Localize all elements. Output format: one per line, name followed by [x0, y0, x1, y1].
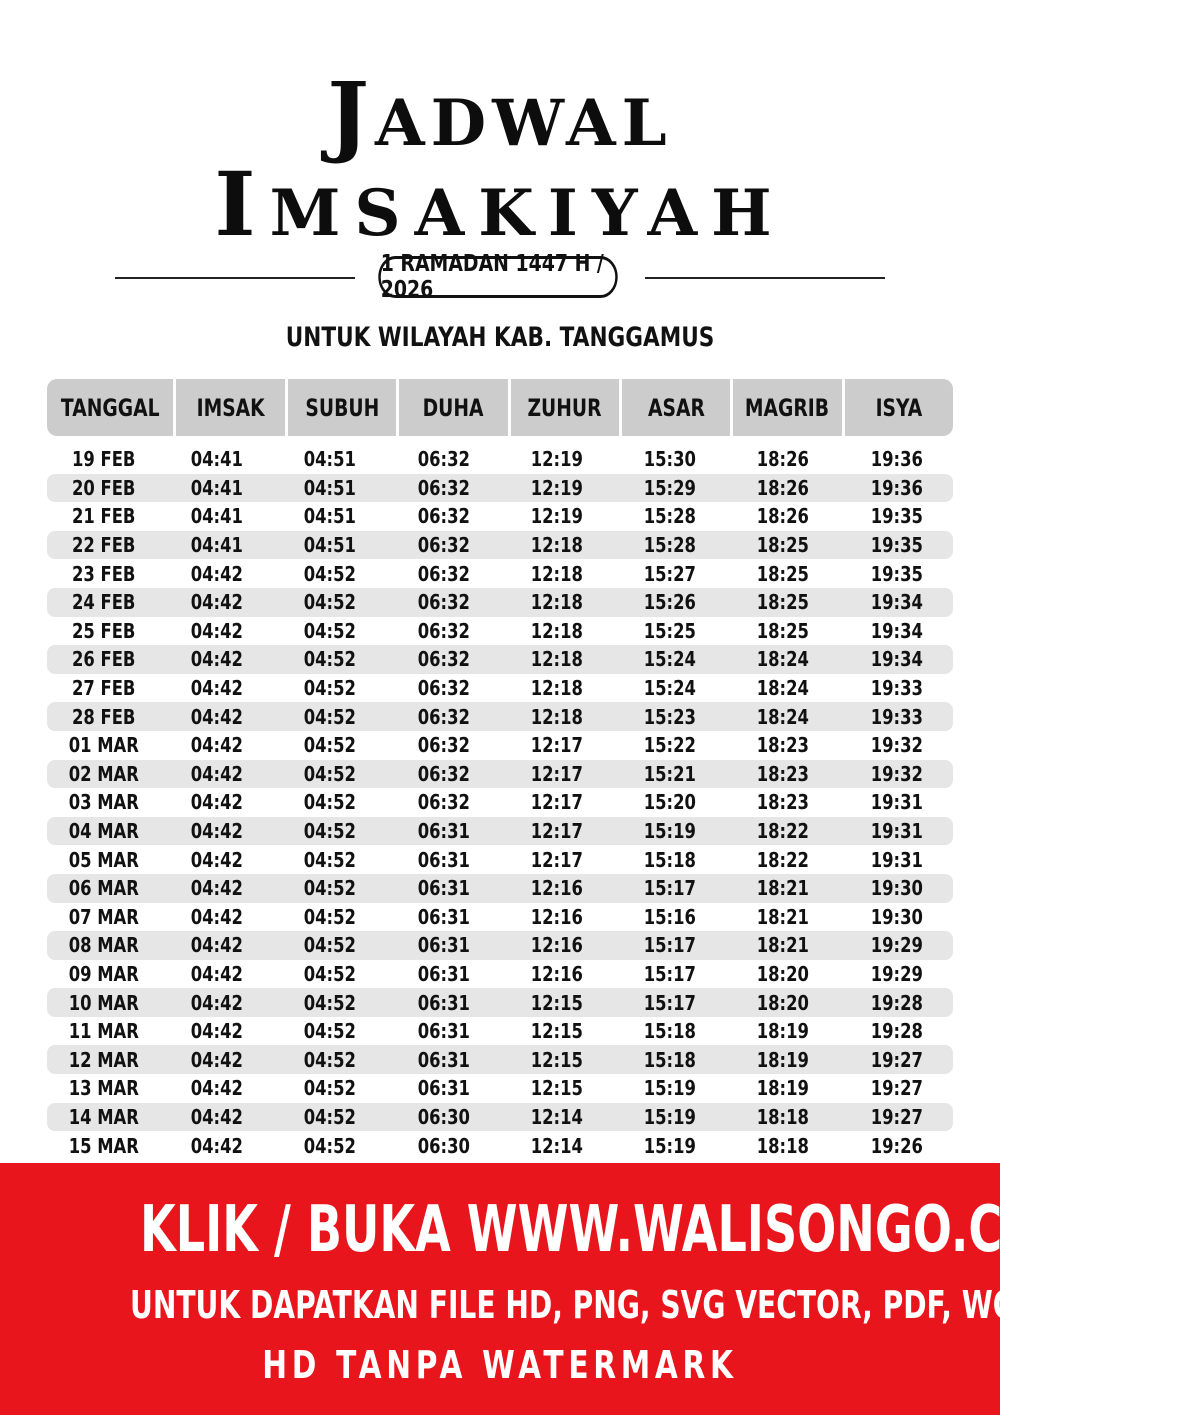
- cell-isya: 19:35: [870, 561, 923, 586]
- table-row: [47, 874, 953, 903]
- cell-isya: 19:36: [870, 447, 923, 472]
- cell-asar: 15:20: [643, 790, 696, 815]
- cell-magrib: 18:21: [757, 933, 810, 958]
- cell-asar: 15:24: [643, 676, 696, 701]
- cell-subuh: 04:52: [304, 1104, 357, 1129]
- column-header-tanggal: TANGGAL: [47, 379, 173, 436]
- cell-tanggal: 12 MAR: [68, 1047, 139, 1072]
- cell-zuhur: 12:17: [530, 847, 583, 872]
- cell-tanggal: 20 FEB: [71, 475, 136, 500]
- cell-subuh: 04:52: [304, 790, 357, 815]
- cell-isya: 19:36: [870, 475, 923, 500]
- cell-imsak: 04:42: [190, 876, 243, 901]
- cell-zuhur: 12:18: [530, 618, 583, 643]
- cell-zuhur: 12:14: [530, 1133, 583, 1158]
- cell-subuh: 04:52: [304, 676, 357, 701]
- cell-tanggal: 01 MAR: [68, 733, 139, 758]
- promo-banner: [0, 1163, 1180, 1415]
- cell-zuhur: 12:15: [530, 1076, 583, 1101]
- table-row: [47, 559, 953, 588]
- cell-magrib: 18:23: [757, 790, 810, 815]
- cell-asar: 15:30: [643, 447, 696, 472]
- cell-duha: 06:32: [417, 704, 470, 729]
- cell-zuhur: 12:17: [530, 790, 583, 815]
- cell-magrib: 18:25: [757, 533, 810, 558]
- table-row: [47, 1131, 953, 1160]
- cell-imsak: 04:42: [190, 847, 243, 872]
- cell-asar: 15:22: [643, 733, 696, 758]
- cell-magrib: 18:18: [757, 1104, 810, 1129]
- cell-tanggal: 23 FEB: [71, 561, 136, 586]
- cell-duha: 06:30: [417, 1104, 470, 1129]
- cell-magrib: 18:24: [757, 647, 810, 672]
- cell-zuhur: 12:17: [530, 761, 583, 786]
- cell-isya: 19:31: [870, 790, 923, 815]
- table-row: [47, 702, 953, 731]
- cell-asar: 15:17: [643, 876, 696, 901]
- cell-zuhur: 12:15: [530, 990, 583, 1015]
- table-header: [47, 379, 953, 436]
- cell-zuhur: 12:18: [530, 561, 583, 586]
- cell-zuhur: 12:19: [530, 475, 583, 500]
- cell-asar: 15:19: [643, 1133, 696, 1158]
- cell-zuhur: 12:16: [530, 961, 583, 986]
- cell-isya: 19:33: [870, 704, 923, 729]
- cell-tanggal: 06 MAR: [68, 876, 139, 901]
- ramadan-badge: 1 RAMADAN 1447 H / 2026: [378, 256, 617, 298]
- cell-magrib: 18:19: [757, 1019, 810, 1044]
- cell-imsak: 04:42: [190, 1076, 243, 1101]
- cell-subuh: 04:52: [304, 876, 357, 901]
- cell-imsak: 04:42: [190, 1104, 243, 1129]
- cell-imsak: 04:42: [190, 819, 243, 844]
- cell-subuh: 04:52: [304, 647, 357, 672]
- cell-subuh: 04:51: [304, 475, 357, 500]
- cell-duha: 06:32: [417, 790, 470, 815]
- cell-duha: 06:32: [417, 561, 470, 586]
- banner-link-text[interactable]: KLIK / BUKA WWW.WALISONGO.CO.ID: [140, 1193, 1114, 1267]
- cell-magrib: 18:26: [757, 447, 810, 472]
- table-row: [47, 531, 953, 560]
- cell-zuhur: 12:15: [530, 1019, 583, 1044]
- cell-imsak: 04:42: [190, 561, 243, 586]
- cell-isya: 19:32: [870, 761, 923, 786]
- cell-duha: 06:31: [417, 819, 470, 844]
- table-row: [47, 960, 953, 989]
- table-row: [47, 1017, 953, 1046]
- cell-zuhur: 12:16: [530, 876, 583, 901]
- divider-right: [645, 277, 885, 279]
- table-row: [47, 502, 953, 531]
- cell-isya: 19:34: [870, 618, 923, 643]
- cell-magrib: 18:24: [757, 676, 810, 701]
- cell-duha: 06:32: [417, 647, 470, 672]
- cell-asar: 15:18: [643, 847, 696, 872]
- cell-zuhur: 12:18: [530, 676, 583, 701]
- cell-isya: 19:33: [870, 676, 923, 701]
- cell-isya: 19:32: [870, 733, 923, 758]
- cell-asar: 15:17: [643, 933, 696, 958]
- title-jadwal: JADWAL: [327, 62, 673, 166]
- cell-duha: 06:32: [417, 676, 470, 701]
- cell-imsak: 04:42: [190, 647, 243, 672]
- cell-isya: 19:29: [870, 933, 923, 958]
- cell-isya: 19:34: [870, 590, 923, 615]
- cell-magrib: 18:24: [757, 704, 810, 729]
- cell-duha: 06:31: [417, 990, 470, 1015]
- column-header-duha: DUHA: [399, 379, 507, 436]
- cell-imsak: 04:42: [190, 590, 243, 615]
- cell-tanggal: 15 MAR: [68, 1133, 139, 1158]
- cell-tanggal: 27 FEB: [71, 676, 136, 701]
- table-row: [47, 617, 953, 646]
- table-row: [47, 645, 953, 674]
- cell-imsak: 04:42: [190, 790, 243, 815]
- cell-subuh: 04:52: [304, 1047, 357, 1072]
- cell-zuhur: 12:15: [530, 1047, 583, 1072]
- banner-formats-text: UNTUK DAPATKAN FILE HD, PNG, SVG VECTOR, PDF, WORD, EXCEL: [130, 1283, 1180, 1327]
- column-header-isya: ISYA: [845, 379, 953, 436]
- cell-duha: 06:32: [417, 504, 470, 529]
- table-row: [47, 588, 953, 617]
- cell-isya: 19:35: [870, 533, 923, 558]
- cell-isya: 19:30: [870, 904, 923, 929]
- cell-isya: 19:31: [870, 847, 923, 872]
- cell-duha: 06:30: [417, 1133, 470, 1158]
- cell-zuhur: 12:18: [530, 704, 583, 729]
- region-subtitle: UNTUK WILAYAH KAB. TANGGAMUS: [285, 322, 715, 353]
- cell-imsak: 04:42: [190, 676, 243, 701]
- cell-isya: 19:31: [870, 819, 923, 844]
- cell-isya: 19:27: [870, 1047, 923, 1072]
- cell-magrib: 18:19: [757, 1076, 810, 1101]
- cell-imsak: 04:42: [190, 733, 243, 758]
- cell-subuh: 04:52: [304, 819, 357, 844]
- cell-magrib: 18:25: [757, 561, 810, 586]
- cell-duha: 06:32: [417, 475, 470, 500]
- cell-magrib: 18:20: [757, 961, 810, 986]
- cell-subuh: 04:52: [304, 1019, 357, 1044]
- cell-isya: 19:30: [870, 876, 923, 901]
- table-row: [47, 445, 953, 474]
- cell-duha: 06:31: [417, 876, 470, 901]
- cell-subuh: 04:52: [304, 704, 357, 729]
- table-row: [47, 988, 953, 1017]
- cell-tanggal: 13 MAR: [68, 1076, 139, 1101]
- cell-duha: 06:32: [417, 733, 470, 758]
- cell-duha: 06:32: [417, 761, 470, 786]
- cell-tanggal: 05 MAR: [68, 847, 139, 872]
- cell-isya: 19:29: [870, 961, 923, 986]
- cell-magrib: 18:20: [757, 990, 810, 1015]
- table-row: [47, 903, 953, 932]
- cell-imsak: 04:42: [190, 1133, 243, 1158]
- cell-tanggal: 10 MAR: [68, 990, 139, 1015]
- cell-duha: 06:32: [417, 618, 470, 643]
- cell-subuh: 04:52: [304, 847, 357, 872]
- cell-asar: 15:28: [643, 533, 696, 558]
- cell-tanggal: 04 MAR: [68, 819, 139, 844]
- cell-imsak: 04:42: [190, 618, 243, 643]
- cell-magrib: 18:23: [757, 761, 810, 786]
- cell-subuh: 04:52: [304, 761, 357, 786]
- cell-duha: 06:32: [417, 533, 470, 558]
- table-row: [47, 788, 953, 817]
- cell-asar: 15:23: [643, 704, 696, 729]
- cell-magrib: 18:21: [757, 904, 810, 929]
- table-row: [47, 474, 953, 503]
- cell-asar: 15:28: [643, 504, 696, 529]
- cell-isya: 19:27: [870, 1076, 923, 1101]
- cell-magrib: 18:23: [757, 733, 810, 758]
- cell-imsak: 04:42: [190, 904, 243, 929]
- cell-subuh: 04:52: [304, 733, 357, 758]
- cell-duha: 06:32: [417, 447, 470, 472]
- cell-asar: 15:18: [643, 1047, 696, 1072]
- cell-tanggal: 24 FEB: [71, 590, 136, 615]
- cell-subuh: 04:52: [304, 561, 357, 586]
- cell-imsak: 04:42: [190, 933, 243, 958]
- cell-duha: 06:31: [417, 1076, 470, 1101]
- column-header-asar: ASAR: [622, 379, 730, 436]
- table-row: [47, 817, 953, 846]
- table-row: [47, 1103, 953, 1132]
- cell-tanggal: 25 FEB: [71, 618, 136, 643]
- column-header-zuhur: ZUHUR: [511, 379, 619, 436]
- cell-imsak: 04:41: [190, 447, 243, 472]
- cell-subuh: 04:52: [304, 904, 357, 929]
- cell-zuhur: 12:18: [530, 647, 583, 672]
- cell-zuhur: 12:14: [530, 1104, 583, 1129]
- cell-duha: 06:31: [417, 904, 470, 929]
- table-row: [47, 1074, 953, 1103]
- cell-isya: 19:26: [870, 1133, 923, 1158]
- cell-duha: 06:31: [417, 1019, 470, 1044]
- cell-imsak: 04:42: [190, 1047, 243, 1072]
- cell-subuh: 04:52: [304, 961, 357, 986]
- cell-asar: 15:26: [643, 590, 696, 615]
- cell-duha: 06:31: [417, 933, 470, 958]
- cell-tanggal: 21 FEB: [71, 504, 136, 529]
- cell-subuh: 04:51: [304, 504, 357, 529]
- cell-tanggal: 28 FEB: [71, 704, 136, 729]
- cell-asar: 15:17: [643, 961, 696, 986]
- cell-zuhur: 12:16: [530, 933, 583, 958]
- cell-duha: 06:32: [417, 590, 470, 615]
- cell-tanggal: 14 MAR: [68, 1104, 139, 1129]
- table-row: [47, 674, 953, 703]
- cell-imsak: 04:41: [190, 533, 243, 558]
- cell-tanggal: 22 FEB: [71, 533, 136, 558]
- cell-asar: 15:24: [643, 647, 696, 672]
- banner-no-watermark-text: HD TANPA WATERMARK: [262, 1343, 738, 1387]
- cell-subuh: 04:51: [304, 533, 357, 558]
- cell-subuh: 04:52: [304, 1133, 357, 1158]
- column-header-subuh: SUBUH: [288, 379, 396, 436]
- cell-imsak: 04:42: [190, 961, 243, 986]
- cell-magrib: 18:25: [757, 618, 810, 643]
- cell-tanggal: 07 MAR: [68, 904, 139, 929]
- table-row: [47, 760, 953, 789]
- cell-imsak: 04:41: [190, 475, 243, 500]
- cell-asar: 15:16: [643, 904, 696, 929]
- cell-duha: 06:31: [417, 1047, 470, 1072]
- cell-imsak: 04:42: [190, 990, 243, 1015]
- cell-imsak: 04:42: [190, 1019, 243, 1044]
- cell-zuhur: 12:18: [530, 590, 583, 615]
- cell-zuhur: 12:19: [530, 447, 583, 472]
- cell-subuh: 04:52: [304, 618, 357, 643]
- cell-imsak: 04:42: [190, 704, 243, 729]
- cell-tanggal: 19 FEB: [71, 447, 136, 472]
- cell-imsak: 04:42: [190, 761, 243, 786]
- cell-magrib: 18:18: [757, 1133, 810, 1158]
- table-row: [47, 845, 953, 874]
- cell-subuh: 04:52: [304, 1076, 357, 1101]
- cell-asar: 15:29: [643, 475, 696, 500]
- cell-tanggal: 02 MAR: [68, 761, 139, 786]
- title-imsakiyah: IMSAKIYAH: [214, 152, 786, 256]
- column-header-magrib: MAGRIB: [733, 379, 841, 436]
- cell-subuh: 04:51: [304, 447, 357, 472]
- cell-zuhur: 12:16: [530, 904, 583, 929]
- table-row: [47, 731, 953, 760]
- cell-asar: 15:17: [643, 990, 696, 1015]
- cell-tanggal: 08 MAR: [68, 933, 139, 958]
- cell-magrib: 18:21: [757, 876, 810, 901]
- cell-subuh: 04:52: [304, 990, 357, 1015]
- cell-tanggal: 26 FEB: [71, 647, 136, 672]
- column-header-imsak: IMSAK: [176, 379, 284, 436]
- cell-isya: 19:35: [870, 504, 923, 529]
- cell-asar: 15:18: [643, 1019, 696, 1044]
- cell-magrib: 18:19: [757, 1047, 810, 1072]
- cell-subuh: 04:52: [304, 933, 357, 958]
- cell-isya: 19:28: [870, 1019, 923, 1044]
- cell-imsak: 04:41: [190, 504, 243, 529]
- schedule-table: [47, 445, 953, 1160]
- cell-asar: 15:19: [643, 1076, 696, 1101]
- cell-magrib: 18:25: [757, 590, 810, 615]
- cell-duha: 06:31: [417, 847, 470, 872]
- cell-tanggal: 11 MAR: [68, 1019, 139, 1044]
- table-row: [47, 931, 953, 960]
- cell-zuhur: 12:18: [530, 533, 583, 558]
- cell-magrib: 18:22: [757, 847, 810, 872]
- cell-subuh: 04:52: [304, 590, 357, 615]
- cell-magrib: 18:22: [757, 819, 810, 844]
- cell-asar: 15:19: [643, 819, 696, 844]
- cell-isya: 19:28: [870, 990, 923, 1015]
- cell-asar: 15:27: [643, 561, 696, 586]
- cell-duha: 06:31: [417, 961, 470, 986]
- cell-isya: 19:27: [870, 1104, 923, 1129]
- cell-magrib: 18:26: [757, 475, 810, 500]
- divider-left: [115, 277, 355, 279]
- cell-asar: 15:25: [643, 618, 696, 643]
- cell-asar: 15:21: [643, 761, 696, 786]
- cell-isya: 19:34: [870, 647, 923, 672]
- cell-tanggal: 09 MAR: [68, 961, 139, 986]
- cell-tanggal: 03 MAR: [68, 790, 139, 815]
- cell-zuhur: 12:17: [530, 733, 583, 758]
- table-row: [47, 1045, 953, 1074]
- cell-asar: 15:19: [643, 1104, 696, 1129]
- cell-zuhur: 12:17: [530, 819, 583, 844]
- cell-magrib: 18:26: [757, 504, 810, 529]
- cell-zuhur: 12:19: [530, 504, 583, 529]
